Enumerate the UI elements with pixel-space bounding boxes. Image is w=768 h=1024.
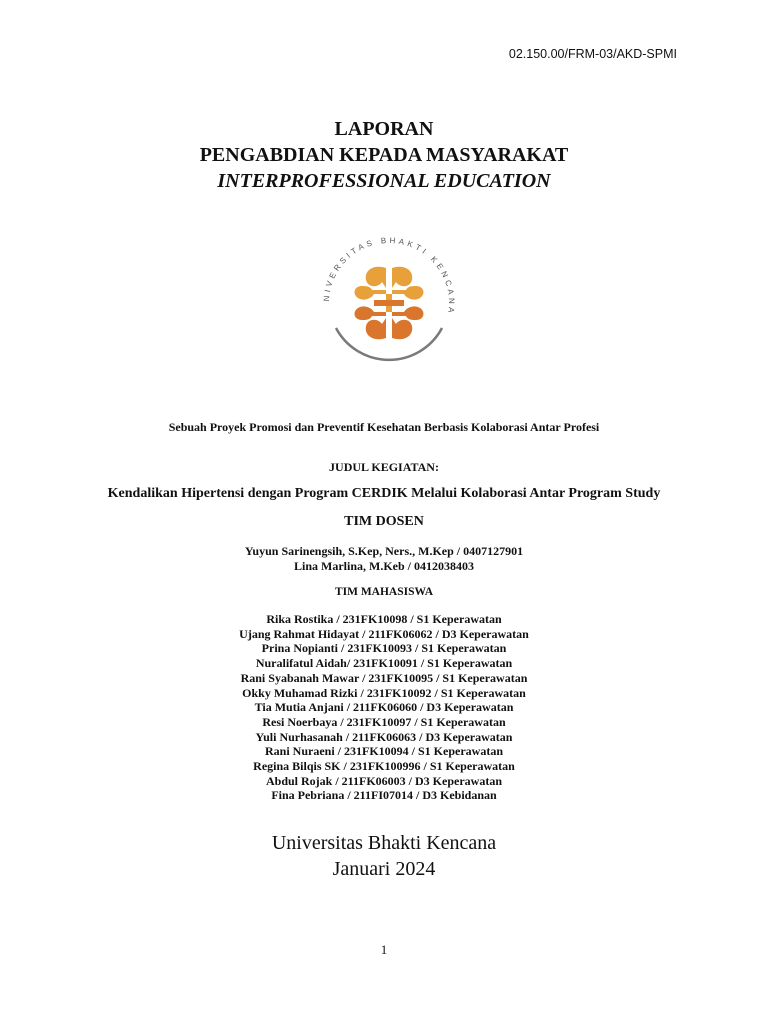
mahasiswa-item: Fina Pebriana / 211FI07014 / D3 Kebidanan [271, 788, 497, 803]
mahasiswa-item: Rani Syabanah Mawar / 231FK10095 / S1 Keperawatan [240, 670, 528, 685]
judul-label: JUDUL KEGIATAN: [329, 460, 439, 474]
report-title [0, 116, 768, 194]
mahasiswa-list [0, 612, 768, 803]
page-number: 1 [380, 942, 388, 957]
logo-emblem [355, 267, 424, 340]
tim-mahasiswa-label: TIM MAHASISWA [334, 586, 434, 598]
footer [0, 830, 768, 882]
mahasiswa-item: Rika Rostika / 231FK10098 / S1 Keperawatan [266, 612, 502, 626]
mahasiswa-item: Ujang Rahmat Hidayat / 211FK06062 / D3 Keperawatan [239, 626, 529, 641]
tagline: Sebuah Proyek Promosi dan Preventif Kesehatan Berbasis Kolaborasi Antar Profesi [168, 420, 600, 434]
mahasiswa-item: Abdul Rojak / 211FK06003 / D3 Keperawatan [265, 773, 502, 788]
university-logo-icon [314, 228, 464, 378]
form-code: 02.150.00/FRM-03/AKD-SPMI [508, 47, 677, 61]
logo-ring-text: NIVERSITAS BHAKTI KENCANA [321, 235, 457, 317]
dosen-item: Yuyun Sarinengsih, S.Kep, Ners., M.Kep / 0407127901 [244, 544, 524, 558]
dosen-item: Lina Marlina, M.Keb / 0412038403 [294, 559, 474, 573]
tim-dosen-label: TIM DOSEN [344, 514, 424, 529]
title-line-laporan: LAPORAN [334, 118, 434, 140]
mahasiswa-item: Regina Bilqis SK / 231FK100996 / S1 Keperawatan [253, 759, 515, 774]
judul-text: Kendalikan Hipertensi dengan Program CERDIK Melalui Kolaborasi Antar Program Study [107, 486, 661, 501]
mahasiswa-item: Yuli Nurhasanah / 211FK06063 / D3 Keperawatan [255, 729, 513, 744]
title-line-ipe: INTERPROFESSIONAL EDUCATION [217, 170, 551, 192]
mahasiswa-item: Tia Mutia Anjani / 211FK06060 / D3 Keperawatan [254, 700, 514, 715]
logo-arc [336, 328, 442, 360]
dosen-list [0, 544, 768, 574]
mahasiswa-item: Nuralifatul Aidah/ 231FK10091 / S1 Keperawatan [255, 656, 513, 671]
footer-date: Januari 2024 [332, 858, 436, 880]
footer-institution: Universitas Bhakti Kencana [271, 832, 497, 854]
mahasiswa-item: Prina Nopianti / 231FK10093 / S1 Keperawatan [261, 641, 507, 656]
mahasiswa-item: Rani Nuraeni / 231FK10094 / S1 Keperawatan [264, 744, 503, 759]
title-line-pengabdian: PENGABDIAN KEPADA MASYARAKAT [199, 144, 569, 166]
mahasiswa-item: Resi Noerbaya / 231FK10097 / S1 Keperawatan [262, 714, 506, 729]
mahasiswa-item: Okky Muhamad Rizki / 231FK10092 / S1 Keperawatan [242, 685, 526, 700]
university-logo [314, 228, 464, 378]
